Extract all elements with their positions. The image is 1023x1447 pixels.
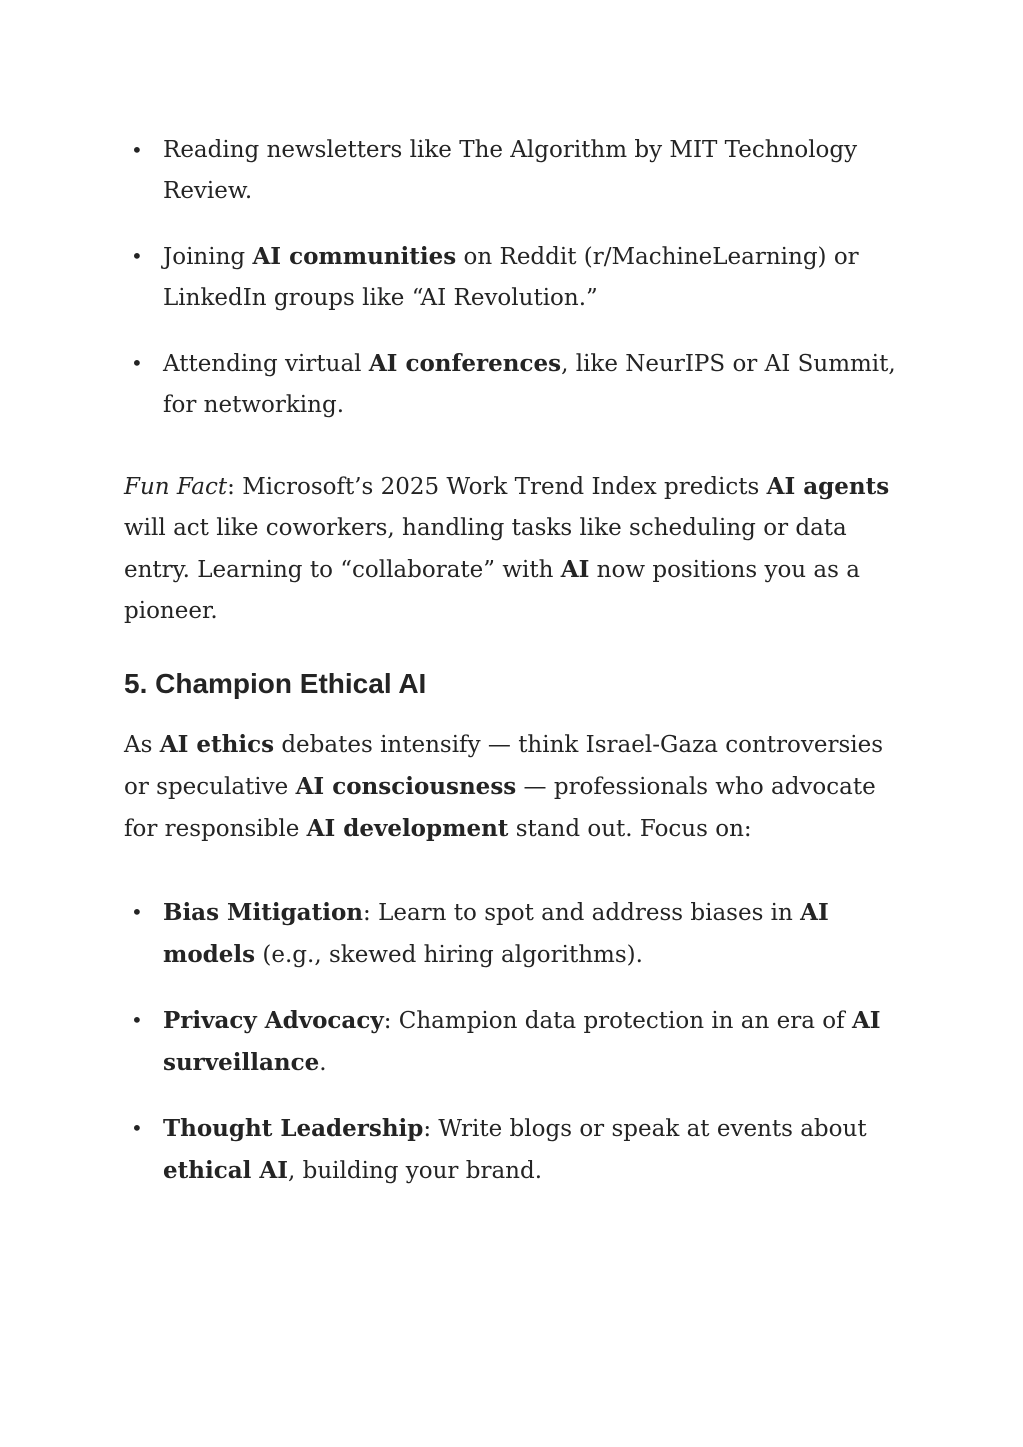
- list-item-text: [163, 1116, 867, 1184]
- list-item-text: [163, 900, 829, 968]
- bold-text: AI models: [163, 899, 829, 968]
- text-run: Attending virtual: [163, 351, 369, 377]
- list-item: [124, 892, 904, 976]
- text-run: , building your brand.: [287, 1158, 543, 1184]
- bold-text: AI communities: [252, 243, 457, 270]
- text-run: on Reddit (r/MachineLearning) or LinkedIn groups like “AI Revolution.”: [163, 244, 859, 311]
- text-run: As: [124, 732, 160, 758]
- text-run: : Microsoft’s 2025 Work Trend Index predicts: [227, 474, 767, 500]
- document-page: [124, 130, 904, 1216]
- bullet-icon: •: [131, 900, 143, 924]
- text-run: debates intensify — think Israel-Gaza controversies or speculative: [124, 732, 884, 800]
- bullet-icon: •: [131, 138, 143, 162]
- bullet-icon: •: [131, 351, 143, 375]
- ethics-intro-paragraph: [124, 724, 904, 850]
- bold-text: Thought Leadership: [163, 1115, 424, 1142]
- list-item-text: [163, 1008, 881, 1076]
- text-run: (e.g., skewed hiring algorithms).: [255, 942, 643, 968]
- text-run: : Champion data protection in an era of: [383, 1008, 852, 1034]
- bullet-icon: •: [131, 1116, 143, 1140]
- ethics-focus-list: [124, 892, 904, 1192]
- italic-text: Fun Fact: [124, 474, 228, 500]
- bold-text: ethical AI: [163, 1157, 288, 1184]
- learning-resources-list: [124, 130, 904, 426]
- list-item: [124, 343, 904, 426]
- text-run: : Learn to spot and address biases in: [363, 900, 801, 926]
- list-item: [124, 236, 904, 319]
- text-run: : Write blogs or speak at events about: [423, 1116, 867, 1142]
- text-run: .: [319, 1050, 327, 1076]
- list-item: [124, 1108, 904, 1192]
- bullet-icon: •: [131, 1008, 143, 1032]
- bold-text: Privacy Advocacy: [163, 1007, 384, 1034]
- list-item-text: [163, 137, 857, 204]
- bullet-icon: •: [131, 244, 143, 268]
- text-run: — professionals who advocate for responsible: [124, 774, 876, 842]
- bold-text: AI consciousness: [295, 773, 517, 800]
- list-item: [124, 130, 904, 212]
- text-run: now positions you as a pioneer.: [124, 557, 860, 624]
- fun-fact-paragraph: [124, 466, 904, 632]
- text-run: stand out. Focus on:: [508, 816, 752, 842]
- text-run: Reading newsletters like The Algorithm by MIT Technology Review.: [163, 137, 858, 204]
- text-run: , like NeurIPS or AI Summit, for networking.: [163, 351, 896, 418]
- text-run: Joining: [163, 244, 253, 270]
- bold-text: Bias Mitigation: [163, 899, 364, 926]
- bold-text: AI agents: [766, 473, 890, 500]
- bold-text: AI surveillance: [163, 1007, 881, 1076]
- list-item: [124, 1000, 904, 1084]
- bold-text: AI conferences: [368, 350, 562, 377]
- list-item-text: [163, 244, 859, 311]
- bold-text: AI ethics: [159, 731, 275, 758]
- bold-text: AI: [560, 556, 590, 583]
- text-run: will act like coworkers, handling tasks like scheduling or data entry. Learning to “collaborate” with: [124, 515, 847, 583]
- section-heading: 5. Champion Ethical AI: [124, 668, 427, 699]
- list-item-text: [163, 351, 896, 418]
- bold-text: AI development: [306, 815, 509, 842]
